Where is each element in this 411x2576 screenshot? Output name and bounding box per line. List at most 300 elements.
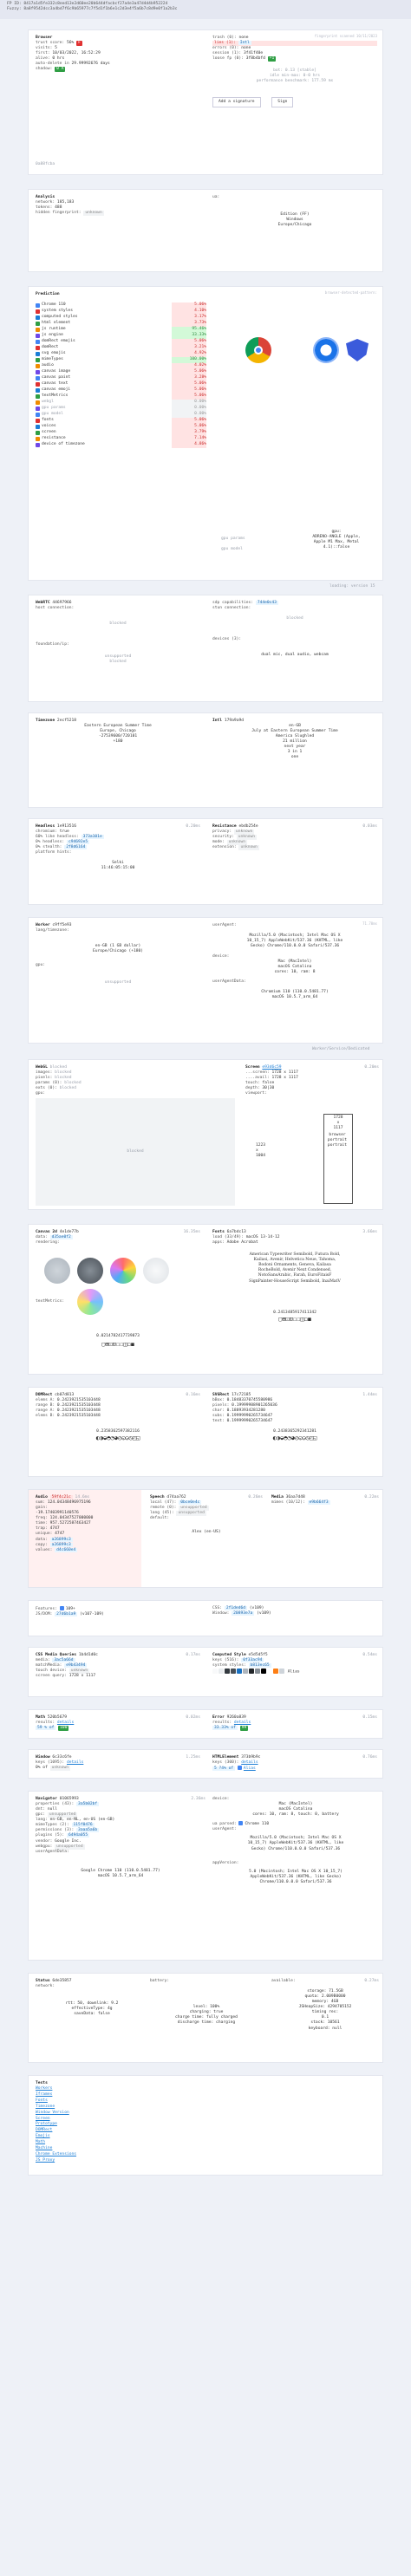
math-pct-tag: 100 — [60, 1726, 68, 1731]
color-swatch — [237, 1669, 242, 1674]
prediction-value: 5.06% — [172, 424, 206, 429]
visits-label: visits: — [36, 46, 53, 51]
intl-line-4: 21 million — [283, 739, 307, 745]
nav-perm-label: permissions (3): — [36, 1828, 75, 1833]
canvas-tm-emojis: ▢⊞⚀⊡☐☐◫◻◼ — [101, 1341, 134, 1348]
test-link[interactable]: Chrome Extensions — [36, 2151, 77, 2156]
domrect-card — [28, 1387, 383, 1477]
worker-card — [28, 917, 383, 1044]
system-styles-value[interactable]: b813ec65 — [250, 1663, 270, 1669]
nav-mime-label: mimeTypes (2): — [36, 1823, 69, 1828]
fonts-load-value: macOS 13-14-12 — [245, 1235, 280, 1240]
prediction-label: audio — [42, 363, 54, 368]
speech-local-label: local (47): — [150, 1500, 177, 1506]
available-label: available: — [271, 1979, 296, 1983]
htmlelement-title: HTMLElement — [212, 1755, 239, 1760]
nav-plugins-label: plugins (5): — [36, 1833, 65, 1838]
range-a-value: 0.2423921535103448 — [56, 1408, 101, 1414]
engine-icon — [36, 328, 40, 332]
intl-line-3: America Slughled — [275, 734, 315, 739]
canvas-textmetrics-label: textMetrics: — [36, 1299, 65, 1304]
fingerprint-header — [0, 0, 411, 19]
htmlelement-pct: 5 ?4% of — [214, 1766, 234, 1772]
status-id: 6de35857 — [52, 1979, 72, 1983]
color-swatch — [243, 1669, 248, 1674]
webgl-exts-value: blocked — [59, 1086, 77, 1091]
intl-title: Intl — [212, 719, 223, 723]
jsdom-extra: (v107-109) — [80, 1612, 104, 1617]
prediction-value: 3.28% — [172, 375, 206, 381]
fonts-emojis: ▢⊞⚀⊡☐☐◫◻◼ — [278, 1315, 311, 1323]
css-card — [28, 1647, 383, 1697]
engine-icon — [36, 322, 40, 326]
window-details-link[interactable]: details — [66, 1760, 84, 1766]
tests-card — [28, 2075, 383, 2176]
tz-line-4: +180 — [113, 739, 123, 745]
cssmedia-id: 1b4d1d0c — [78, 1653, 98, 1657]
browser-title: Browser — [36, 36, 53, 40]
audio-values-label: values: — [36, 1547, 53, 1552]
ua-line-3: Europe/Chicago — [277, 223, 312, 228]
webgl-exts-label: exts (0): — [36, 1086, 57, 1091]
ua-parsed-value: Chrome 110 — [245, 1822, 270, 1827]
color-swatch — [279, 1669, 284, 1674]
prediction-row — [36, 412, 218, 418]
css-features-extra: (v109) — [249, 1606, 264, 1610]
prediction-label: computed styles — [42, 315, 78, 320]
bbox-label: bBox: — [212, 1398, 225, 1403]
engine-icon — [36, 400, 40, 405]
ua-line-2: Windows — [286, 218, 303, 223]
battery-value: level: 100% charging: true charge time: fully charged discharge time: charging — [175, 2005, 238, 2026]
test-link[interactable]: Math — [36, 2140, 46, 2145]
prediction-label: canvas image — [42, 369, 71, 374]
speech-local-value[interactable]: 0bce0e4c — [180, 1500, 200, 1506]
prediction-value: 3.17% — [172, 315, 206, 320]
viewport-orientation: browser portrait portrait — [327, 1133, 348, 1148]
idle-line: idle min-max: 0-0 hrs — [269, 74, 321, 79]
speech-time: 0.26ms — [248, 1495, 263, 1499]
audio-gain-label: gain: — [36, 1506, 48, 1511]
screen-avail-value: 1728 x 1117 — [271, 1076, 298, 1081]
lies-value[interactable]: Intl — [239, 41, 250, 46]
audio-time-value: 957.5272587463427 — [49, 1521, 91, 1526]
prediction-label: canvas text — [42, 381, 68, 387]
worker-device-label: device: — [212, 954, 230, 959]
htmlelement-details-link[interactable]: details — [241, 1760, 258, 1766]
stealth-value[interactable]: 2f8d6164 — [66, 845, 86, 850]
tokens-value: 488 — [55, 205, 62, 211]
prediction-row — [36, 309, 218, 315]
svg-pixels-value: 0.19999988901265036 — [232, 1403, 277, 1408]
visits-value: 5 — [55, 46, 57, 51]
prediction-label: Chrome 110 — [42, 302, 66, 308]
extension-label: extension: — [212, 845, 237, 850]
prediction-value: 95.46% — [172, 327, 206, 332]
canvas-title: Canvas 2d — [36, 1230, 57, 1234]
engine-icon — [36, 443, 40, 447]
privacy-label: privacy: — [212, 829, 232, 835]
dnt-label: dnt: — [36, 1807, 46, 1812]
canvas-image-render — [44, 1258, 70, 1284]
engine-icon — [36, 407, 40, 411]
scan-time: fingerprint scanned 10/11/2023 — [314, 34, 377, 38]
worker-gpu-value: unsupported — [104, 980, 132, 986]
speech-default-label: default: — [150, 1516, 170, 1521]
audio-gain-value: -19.17403991140576 — [36, 1511, 79, 1516]
nav-device-value: Mac (MacIntel) macOS Catalina cores: 10, ram: 8, touch: 0, battery — [252, 1802, 339, 1818]
computed-keys-label: keys (516): — [212, 1658, 239, 1663]
ua-label: ua: — [212, 195, 220, 199]
add-signature-button[interactable]: Add a signature — [212, 97, 261, 107]
stun-label: stun connection: — [212, 606, 251, 611]
stun-value: blocked — [286, 616, 303, 621]
first-label: first: — [36, 51, 50, 56]
nav-perm-value[interactable]: 3aaa5a6b — [78, 1828, 98, 1833]
computed-keys-value[interactable]: 0f33ac94 — [243, 1658, 263, 1663]
nav-ua-value: Mozilla/5.0 (Macintosh; Intel Mac OS X 10_15_7) AppleWebKit/537.36 (KHTML, like Gecko) Chrome/110.0.0.0 Safari/537.36 — [247, 1836, 344, 1851]
audio-trap-value: 4747 — [49, 1526, 60, 1532]
math-id: 520b5679 — [47, 1715, 67, 1720]
error-time: 0.15ms — [362, 1715, 377, 1720]
speech-default-value: Alex (en-US) — [192, 1530, 221, 1535]
worker-gpu-label: gpu: — [36, 963, 46, 968]
math-details-link[interactable]: details — [56, 1721, 75, 1726]
status-network-label: network: — [36, 1984, 55, 1989]
session-value: 3f41f40e — [243, 51, 264, 56]
media-mime-value[interactable]: e9b664f3 — [309, 1500, 329, 1506]
math-results-label: results: — [36, 1721, 55, 1726]
prediction-label: gpu model — [42, 412, 63, 417]
htmlelement-time: 0.76ms — [362, 1755, 377, 1760]
fonts-id: 6a7bdc13 — [226, 1230, 246, 1234]
screen-query-label: screen query: — [36, 1674, 67, 1679]
chrome-icon — [238, 1821, 243, 1825]
audio-values-value[interactable]: d4c660e4 — [56, 1547, 76, 1552]
test-link[interactable]: JS Proxy — [36, 2157, 55, 2163]
webgl-pixels-label: pixels: — [36, 1076, 53, 1081]
gpu-block: gpu: ADRENO-ANGLE (Apple, Apple M1 Max, Metal 4.1)::false — [312, 530, 361, 550]
canvas-data-value[interactable]: d35ae0f2 — [51, 1235, 71, 1240]
elems-a-label: elems A: — [36, 1398, 55, 1403]
window-features-label: Window: — [212, 1611, 230, 1617]
available-value: storage: 71.5GB quota: 2.009B0000 memory: 4GB JSHeapSize: 4294705152 timing res: 0.1 stack: 10561 keyboard: null — [298, 1989, 352, 2031]
prediction-label: html element — [42, 321, 71, 326]
prediction-label: voices — [42, 424, 56, 429]
color-swatch — [212, 1669, 218, 1674]
prediction-title: Prediction — [36, 292, 60, 296]
nav-plugins-value[interactable]: 6494a055 — [68, 1833, 88, 1838]
errors-label: errors (0): — [212, 46, 239, 51]
headless-title: Headless — [36, 824, 55, 829]
range-b-label: range B: — [36, 1403, 55, 1408]
headless-time: 0.20ms — [186, 824, 200, 829]
test-link[interactable]: DOMRect — [36, 2128, 53, 2133]
resistance-time: 0.03ms — [362, 824, 377, 829]
audio-freq-value: 124.04347527000000 — [49, 1516, 94, 1521]
domrect-emoji-row: ◐◑◒◓◔◕◴◵◶◷◰◱ — [95, 1434, 140, 1442]
loose-value: 3f8b4bfd — [245, 56, 265, 62]
computed-title: Computed Style — [212, 1653, 246, 1657]
engine-icon — [36, 303, 40, 308]
test-link[interactable]: Prototype — [36, 2122, 57, 2127]
prediction-row — [36, 333, 218, 339]
features-title: Features: — [36, 1607, 57, 1611]
canvas-emoji-render — [143, 1258, 169, 1284]
prediction-label: canvas paint — [42, 375, 71, 381]
audio-data-value[interactable]: a26899c3 — [51, 1537, 71, 1542]
canvas-data-label: data: — [36, 1235, 48, 1240]
host-value: blocked — [109, 621, 127, 627]
audio-trap-label: trap: — [36, 1526, 48, 1532]
sign-button[interactable]: Sign — [271, 97, 293, 107]
window-time: 1.25ms — [186, 1755, 200, 1760]
lies-label: lies (1): — [214, 41, 236, 46]
computed-time: 0.54ms — [362, 1653, 377, 1657]
screen-size-value: 1728 x 1117 — [271, 1070, 298, 1076]
alive-label: alive: — [36, 56, 50, 62]
session-label: session (1): — [212, 51, 242, 56]
touch-device-label: touch device: — [36, 1669, 67, 1674]
system-styles-label: system styles: — [212, 1663, 246, 1669]
headless-pct-value[interactable]: c94692e5 — [68, 840, 88, 845]
trash-label: trash (0): — [212, 36, 237, 40]
trust-value: 56% — [66, 41, 75, 46]
color-swatch — [219, 1669, 224, 1674]
speech-lang-label: lang (45): — [150, 1511, 174, 1516]
prediction-value: 5.06% — [172, 394, 206, 399]
cssmedia-title: CSS Media Queries — [36, 1653, 77, 1657]
nav-lang-value: en-GB, en-NL, en-US (en-GB) — [49, 1818, 115, 1823]
fonts-tm-value: 0.2413485917411342 — [273, 1310, 316, 1315]
prediction-label: gpu params — [42, 406, 66, 411]
worker-lang-value: en-GB (1 GB dollar) Europe/Chicago (+180) — [92, 944, 144, 954]
nav-mime-value[interactable]: 115f0476 — [73, 1823, 93, 1828]
tz-line-2: Europe, Chicago — [100, 729, 136, 734]
resistance-title: Resistance — [212, 824, 237, 829]
test-link[interactable]: Window Version — [36, 2110, 69, 2115]
engine-icon — [36, 334, 40, 338]
host-label: host connection: — [36, 606, 75, 611]
sdp-label: sdp capabilities: — [212, 601, 254, 605]
webgl-blocked-panel: blocked — [36, 1098, 235, 1206]
prediction-label: js engine — [42, 333, 63, 338]
tests-list — [36, 2086, 375, 2164]
prediction-row — [36, 381, 218, 387]
prediction-list — [36, 302, 218, 448]
window-keys-label: keys (1095): — [36, 1760, 65, 1766]
webgl-card — [28, 1059, 383, 1210]
engine-label-1: gpu params — [221, 537, 245, 541]
extension-value: unknown — [240, 845, 258, 850]
test-link[interactable]: Screen — [36, 2116, 50, 2121]
prediction-label: system styles — [42, 309, 73, 314]
math-title: Math — [36, 1715, 46, 1720]
window-features-extra: (v109) — [257, 1611, 271, 1617]
intl-line-5: next year — [284, 745, 306, 750]
timezone-card — [28, 712, 383, 808]
test-link[interactable]: Machine — [36, 2145, 53, 2150]
webgpu-label: webgpu: — [36, 1844, 53, 1849]
prediction-value: 3.79% — [172, 430, 206, 435]
gpc-value: unsupported — [49, 1812, 76, 1818]
prediction-label: textMetrics — [42, 394, 68, 399]
domrect-id: cb07d813 — [55, 1393, 75, 1397]
webrtc-id: 44697966 — [52, 601, 72, 605]
audio-copy-label: copy: — [36, 1542, 48, 1547]
timezone-title: Timezone — [36, 719, 55, 723]
speech-remote-label: remote (0): — [150, 1506, 177, 1511]
prediction-value: 4.86% — [172, 442, 206, 447]
first-value: 10/03/2022, 16:52:29 — [52, 51, 101, 56]
window-card — [28, 1749, 383, 1779]
speech-id: d74aa762 — [166, 1495, 186, 1499]
nav-device-label: device: — [212, 1797, 230, 1801]
error-pct: 33.33% of — [214, 1726, 236, 1731]
security-value: unknown — [238, 835, 256, 840]
svgrect-title: SVGRect — [212, 1393, 230, 1397]
window-features-value[interactable]: 20893e7a — [233, 1611, 253, 1617]
hidden-label: hidden fingerprint: — [36, 211, 82, 216]
mode-value: unknown — [228, 840, 245, 845]
nav-props-value[interactable]: 3a5b02bf — [78, 1802, 98, 1807]
canvas-id: 4e1de77b — [59, 1230, 79, 1234]
prediction-value: 0.00% — [172, 400, 206, 405]
browser-logos — [245, 337, 375, 372]
prediction-label: resistance — [42, 436, 66, 441]
prediction-row — [36, 327, 218, 333]
htmlelement-keys-label: keys (300): — [212, 1760, 239, 1766]
media-title: Media — [271, 1495, 284, 1499]
error-title: Error — [212, 1715, 225, 1720]
headless-card — [28, 818, 383, 905]
prediction-value: 5.06% — [172, 302, 206, 308]
prediction-value: 5.06% — [172, 381, 206, 387]
prediction-label: svg emojis — [42, 351, 66, 356]
css-media-label: media: — [36, 1658, 50, 1663]
chrome-center-icon — [254, 346, 263, 355]
elems-b-value: 0.2423921535103448 — [56, 1414, 101, 1419]
prediction-value: 100.00% — [172, 357, 206, 362]
like-headless-value[interactable]: 373a101e — [82, 835, 102, 840]
depth-value: 30|30 — [262, 1086, 275, 1091]
prediction-value: 5.06% — [172, 418, 206, 423]
engine-icon — [36, 364, 40, 368]
sdp-value[interactable]: 744e0c43 — [257, 601, 277, 605]
navigator-title: Navigator — [36, 1797, 57, 1801]
svg-pixels-label: pixels: — [212, 1403, 230, 1408]
perf-line: performance benchmark: 177.59 ms — [256, 79, 334, 84]
screen-title: Screen — [245, 1065, 260, 1070]
prediction-label: domRect — [42, 345, 59, 350]
fp-id: FP ID: 8417a1d5fe332c8eed13e2d60ee20b644dfacbcf27a4e3a47d4d4b952224 — [7, 2, 168, 6]
prediction-value: 5.06% — [172, 369, 206, 374]
error-pct-tag: 99 — [241, 1726, 247, 1731]
prediction-row — [36, 424, 218, 430]
audio-title: Audio — [36, 1495, 48, 1499]
appversion-label: appVersion: — [212, 1860, 239, 1865]
css-media-value[interactable]: 3ac5a66d — [54, 1658, 74, 1663]
fonts-time: 3.66ms — [362, 1230, 377, 1234]
tz-line-1: Eastern European Summer Time — [84, 724, 152, 729]
worker-id: c9ff5e93 — [52, 923, 72, 927]
audio-copy-value[interactable]: a26899c3 — [51, 1542, 71, 1547]
alive-value: 0 hrs — [52, 56, 65, 62]
css-features-value[interactable]: 2f1ded6d — [225, 1606, 245, 1610]
window-id: 6c33c6fe — [52, 1755, 72, 1760]
error-details-link[interactable]: details — [233, 1721, 251, 1726]
chromium-value: true — [59, 829, 69, 835]
prediction-label: screen — [42, 430, 56, 435]
svgrect-id: 17c72185 — [232, 1393, 251, 1397]
engine-icon — [36, 425, 40, 429]
audio-sum-value: 124.04348496975196 — [47, 1500, 91, 1506]
network-label: network: — [36, 200, 55, 205]
canvas-tm-value: 0.0214782417739873 — [96, 1334, 140, 1338]
color-swatch — [273, 1669, 278, 1674]
status-card — [28, 1973, 383, 2063]
prediction-value: 3.73% — [172, 321, 206, 326]
prediction-value: 5.06% — [172, 339, 206, 344]
worker-footer: Worker/Service/Dedicated — [312, 1047, 370, 1051]
worker-ua-value: Mozilla/5.0 (Macintosh; Intel Mac OS X 10_15_7) AppleWebKit/537.36 (KHTML, like Gecko) Chrome/110.0.0.0 Safari/537.36 — [246, 933, 343, 949]
audio-time-label: time: — [36, 1521, 48, 1526]
test-link[interactable]: Timezone — [36, 2104, 55, 2109]
touch-device-value: unknown — [70, 1669, 88, 1674]
screen-time: 0.20ms — [364, 1065, 379, 1070]
jsdom-value[interactable]: 27d6b1a9 — [56, 1612, 76, 1617]
svg-text-label: text: — [212, 1419, 225, 1424]
test-link[interactable]: Workers — [36, 2086, 53, 2091]
headless-pct-label: 0% headless: — [36, 840, 65, 845]
fonts-list: American Typewriter Semibold, Futura Bold, Kailasi, Avenir, Helvetica Neue, Tahoma, Bodoni Ornaments, Geneva, Kailasa RocheBold, Avenir Next Condensed, NotoSansArabic, Farah, EuroFitaisF SignPainter-HouseScript Semibold, InaiMatV — [249, 1252, 341, 1284]
prediction-value: 33.33% — [172, 333, 206, 338]
foundation-value: unsupported blocked — [104, 654, 132, 665]
appversion-value: 5.0 (Macintosh; Intel Mac OS X 10_15_7) AppleWebKit/537.36 (KHTML, like Gecko) Chrome/110.0.0.0 Safari/537.36 — [249, 1869, 342, 1884]
prediction-row — [36, 351, 218, 357]
audio-data-label: data: — [36, 1537, 48, 1542]
features-version: 109+ — [65, 1607, 75, 1611]
screen-id[interactable]: e93d6c59 — [262, 1065, 282, 1070]
range-b-value: 0.2423921535103448 — [56, 1403, 101, 1408]
window-pct: 0% of — [36, 1766, 48, 1771]
test-link[interactable]: Fonts — [36, 2098, 48, 2103]
dnt-value: null — [47, 1807, 57, 1812]
prediction-row — [36, 400, 218, 406]
htmlelement-pct-tag[interactable]: Alias — [243, 1766, 256, 1772]
color-swatch — [255, 1669, 260, 1674]
webgl-gpu-label: gpu: — [36, 1091, 46, 1096]
test-link[interactable]: Emojis — [36, 2134, 50, 2139]
engine-icon — [36, 419, 40, 423]
navigator-id: 01065993 — [59, 1797, 79, 1801]
media-id: 36aa7d48 — [285, 1495, 305, 1499]
devices-label: devices (3): — [212, 637, 242, 642]
analysis-title: Analysis — [36, 195, 55, 199]
test-link[interactable]: Iframes — [36, 2091, 53, 2097]
loading-version: loading: version 15 — [329, 584, 375, 589]
prediction-row — [36, 436, 218, 442]
speech-remote-value: unsupported — [180, 1506, 207, 1511]
color-swatch — [249, 1669, 254, 1674]
speech-lang-value: unsupported — [178, 1511, 205, 1516]
audio-card — [28, 1489, 383, 1588]
audio-freq-label: freq: — [36, 1516, 48, 1521]
svgrect-emoji-value: 0.2438365292341281 — [273, 1429, 316, 1434]
nav-vendor-value: Google Inc. — [55, 1838, 82, 1844]
like-headless-label: 60% like headless: — [36, 835, 79, 840]
matchmedia-value[interactable]: e9b43494 — [66, 1663, 86, 1669]
